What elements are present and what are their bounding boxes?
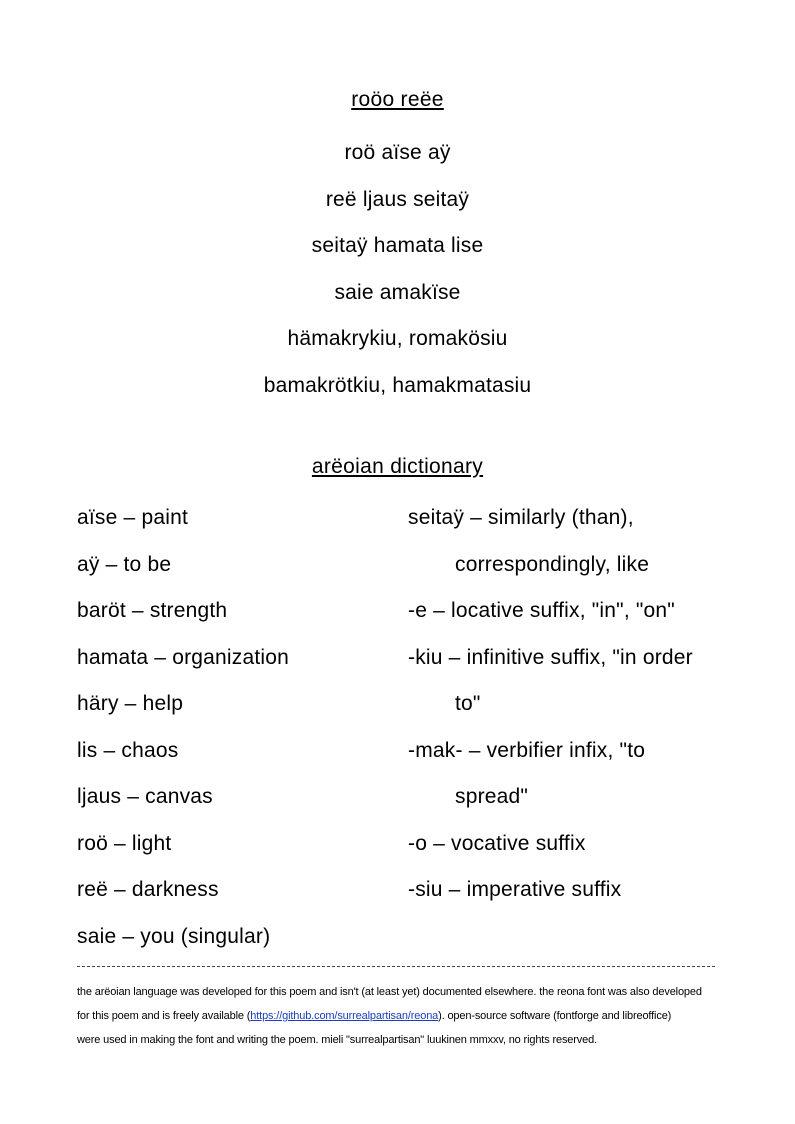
poem-line: saie amakïse bbox=[334, 280, 461, 304]
footer-line: were used in making the font and writing the poem. mieli "surrealpartisan" luukinen mmxxv, no rights reserved. bbox=[77, 1034, 597, 1046]
dictionary-entry: häry – help bbox=[77, 692, 184, 715]
footer-text: for this poem and is freely available ( bbox=[77, 1010, 251, 1022]
footer-line: the arëoian language was developed for this poem and isn't (at least yet) documented elsewhere. the reona font was also developed bbox=[77, 986, 702, 998]
poem-line: roö aïse aÿ bbox=[344, 141, 451, 164]
footer-text: ). open-source software (fontforge and libreoffice) bbox=[438, 1010, 672, 1022]
poem-line: bamakrötkiu, hamakmatasiu bbox=[263, 373, 532, 397]
poem-body bbox=[0, 136, 795, 415]
dictionary-entry: hamata – organization bbox=[77, 645, 290, 669]
dictionary-title: arëoian dictionary bbox=[311, 455, 484, 478]
dictionary-entry: baröt – strength bbox=[77, 599, 228, 622]
dictionary-entry: ljaus – canvas bbox=[77, 785, 213, 808]
poem-line: seitaÿ hamata lise bbox=[311, 234, 484, 257]
dictionary-entry: aÿ – to be bbox=[77, 552, 172, 576]
dictionary-right-column bbox=[408, 500, 728, 919]
footer-note bbox=[77, 980, 717, 1052]
dictionary-entry-continuation: spread" bbox=[455, 785, 529, 808]
dictionary-entry-continuation: to" bbox=[455, 692, 481, 715]
reona-font-link[interactable]: https://github.com/surrealpartisan/reona bbox=[250, 1010, 439, 1022]
dictionary-entry-continuation: correspondingly, like bbox=[455, 552, 650, 576]
dictionary-entry: lis – chaos bbox=[77, 738, 179, 762]
dictionary-entry: reë – darkness bbox=[77, 878, 219, 901]
dictionary-entry: -siu – imperative suffix bbox=[408, 878, 622, 901]
dictionary-entry: -o – vocative suffix bbox=[408, 831, 586, 855]
poem-line: hämakrykiu, romakösiu bbox=[287, 327, 508, 350]
dictionary-entry: seitaÿ – similarly (than), bbox=[408, 506, 634, 529]
dictionary-entry: -e – locative suffix, "in", "on" bbox=[408, 599, 675, 622]
dictionary-entry: -mak- – verbifier infix, "to bbox=[408, 738, 646, 762]
poem-line: reë ljaus seitaÿ bbox=[325, 187, 470, 211]
dictionary-left-column bbox=[77, 500, 397, 965]
dictionary-entry: saie – you (singular) bbox=[77, 924, 271, 948]
dictionary-entry: aïse – paint bbox=[77, 506, 188, 529]
dictionary-entry: -kiu – infinitive suffix, "in order bbox=[408, 645, 693, 669]
dictionary-entry: roö – light bbox=[77, 831, 172, 855]
section-divider bbox=[77, 966, 715, 967]
poem-title: roöo reëe bbox=[351, 88, 444, 111]
footer-line bbox=[77, 1004, 717, 1028]
